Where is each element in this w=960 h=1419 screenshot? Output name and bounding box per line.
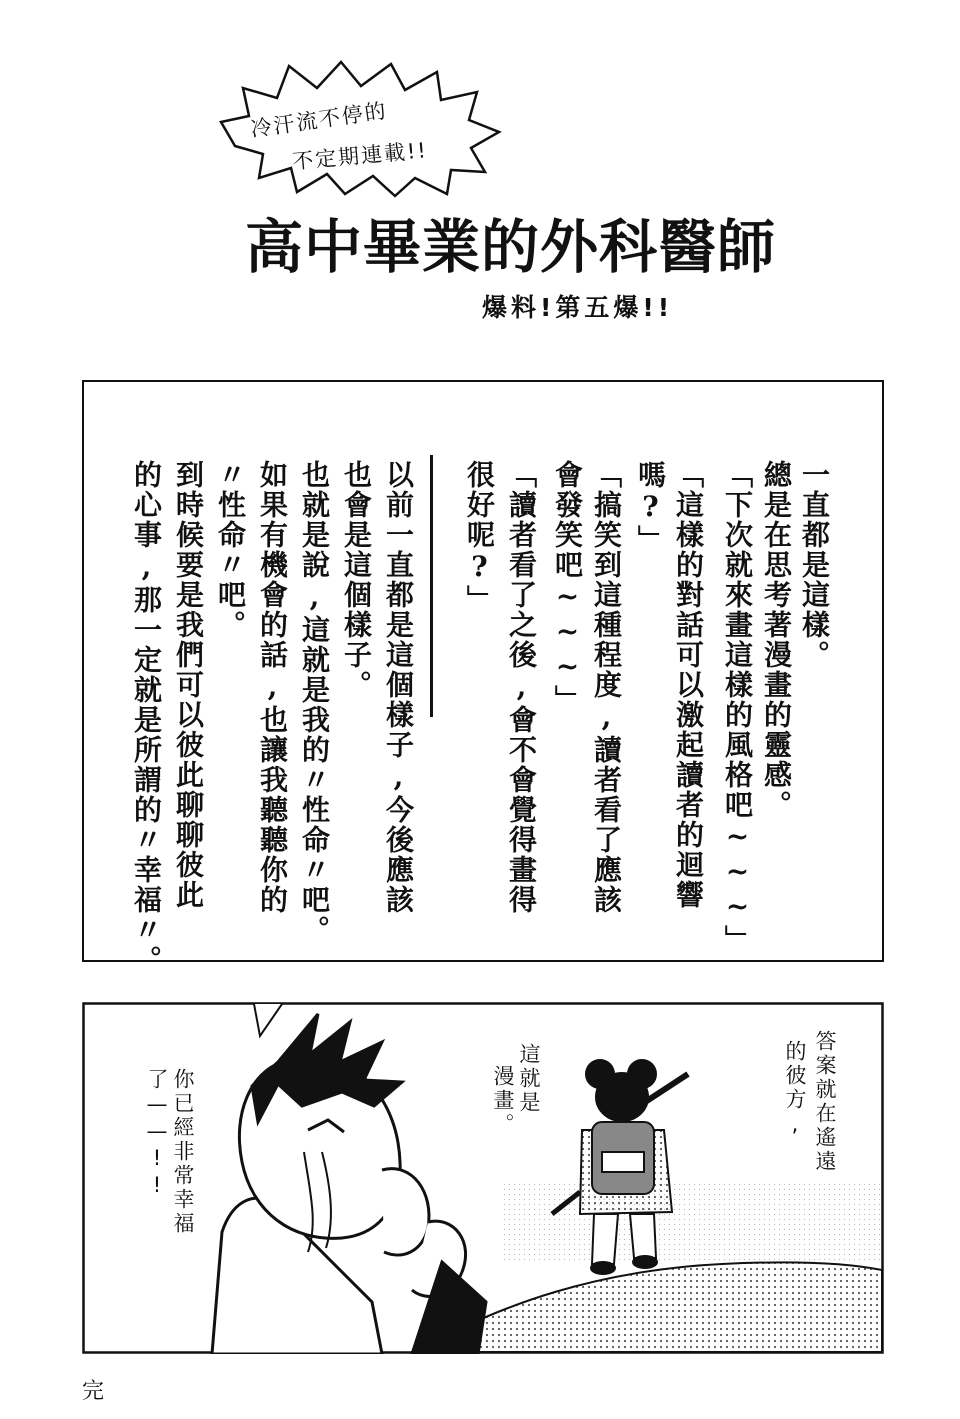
caption-right-line-2: 的彼方, [783, 1040, 807, 1139]
speech-line-2: 了——!! [145, 1068, 169, 1200]
essay-column-12: 也就是說,這就是我的〃性命〃吧。 [298, 460, 331, 945]
page-title: 高中畢業的外科醫師 [245, 213, 777, 281]
essay-column-8: 「讀者看了之後,會不會覺得畫得 [505, 460, 538, 915]
caption-mid-line-2: 漫畫。 [491, 1065, 515, 1137]
speech-line-1: 你已經非常幸福 [171, 1068, 195, 1236]
essay-column-7: 會發笑吧~~~」 [551, 460, 584, 715]
essay-column-5: 嗎?」 [634, 460, 667, 555]
essay-column-6: 「搞笑到這種程度,讀者看了應該 [590, 460, 623, 915]
essay-column-16: 的心事,那一定就是所謂的〃幸福〃。 [130, 460, 163, 975]
page-subtitle: 爆料!第五爆!! [482, 293, 674, 322]
essay-column-11: 也會是這個樣子。 [340, 460, 373, 700]
essay-column-15: 到時候要是我們可以彼此聊聊彼此 [172, 460, 205, 910]
caption-mid-line-1: 這就是 [517, 1043, 541, 1115]
end-mark: 完 [82, 1379, 105, 1404]
essay-column-10: 以前一直都是這個樣子,今後應該 [382, 460, 415, 915]
essay-column-1: 一直都是這樣。 [798, 460, 831, 670]
essay-column-2: 總是在思考著漫畫的靈感。 [760, 460, 793, 820]
burst-text-line-2: 不定期連載!! [291, 138, 429, 174]
caption-right-line-1: 答案就在遙遠 [813, 1030, 837, 1174]
burst-text-line-1: 冷汗流不停的 [249, 98, 390, 142]
essay-divider [430, 455, 433, 717]
essay-column-3: 「下次就來畫這樣的風格吧~~~」 [721, 460, 754, 955]
manga-panel [82, 1002, 884, 1354]
essay-column-4: 「這樣的對話可以激起讀者的迴響 [672, 460, 705, 910]
essay-column-9: 很好呢?」 [463, 460, 496, 615]
essay-column-14: 〃性命〃吧。 [214, 460, 247, 640]
essay-column-13: 如果有機會的話,也讓我聽聽你的 [256, 460, 289, 915]
